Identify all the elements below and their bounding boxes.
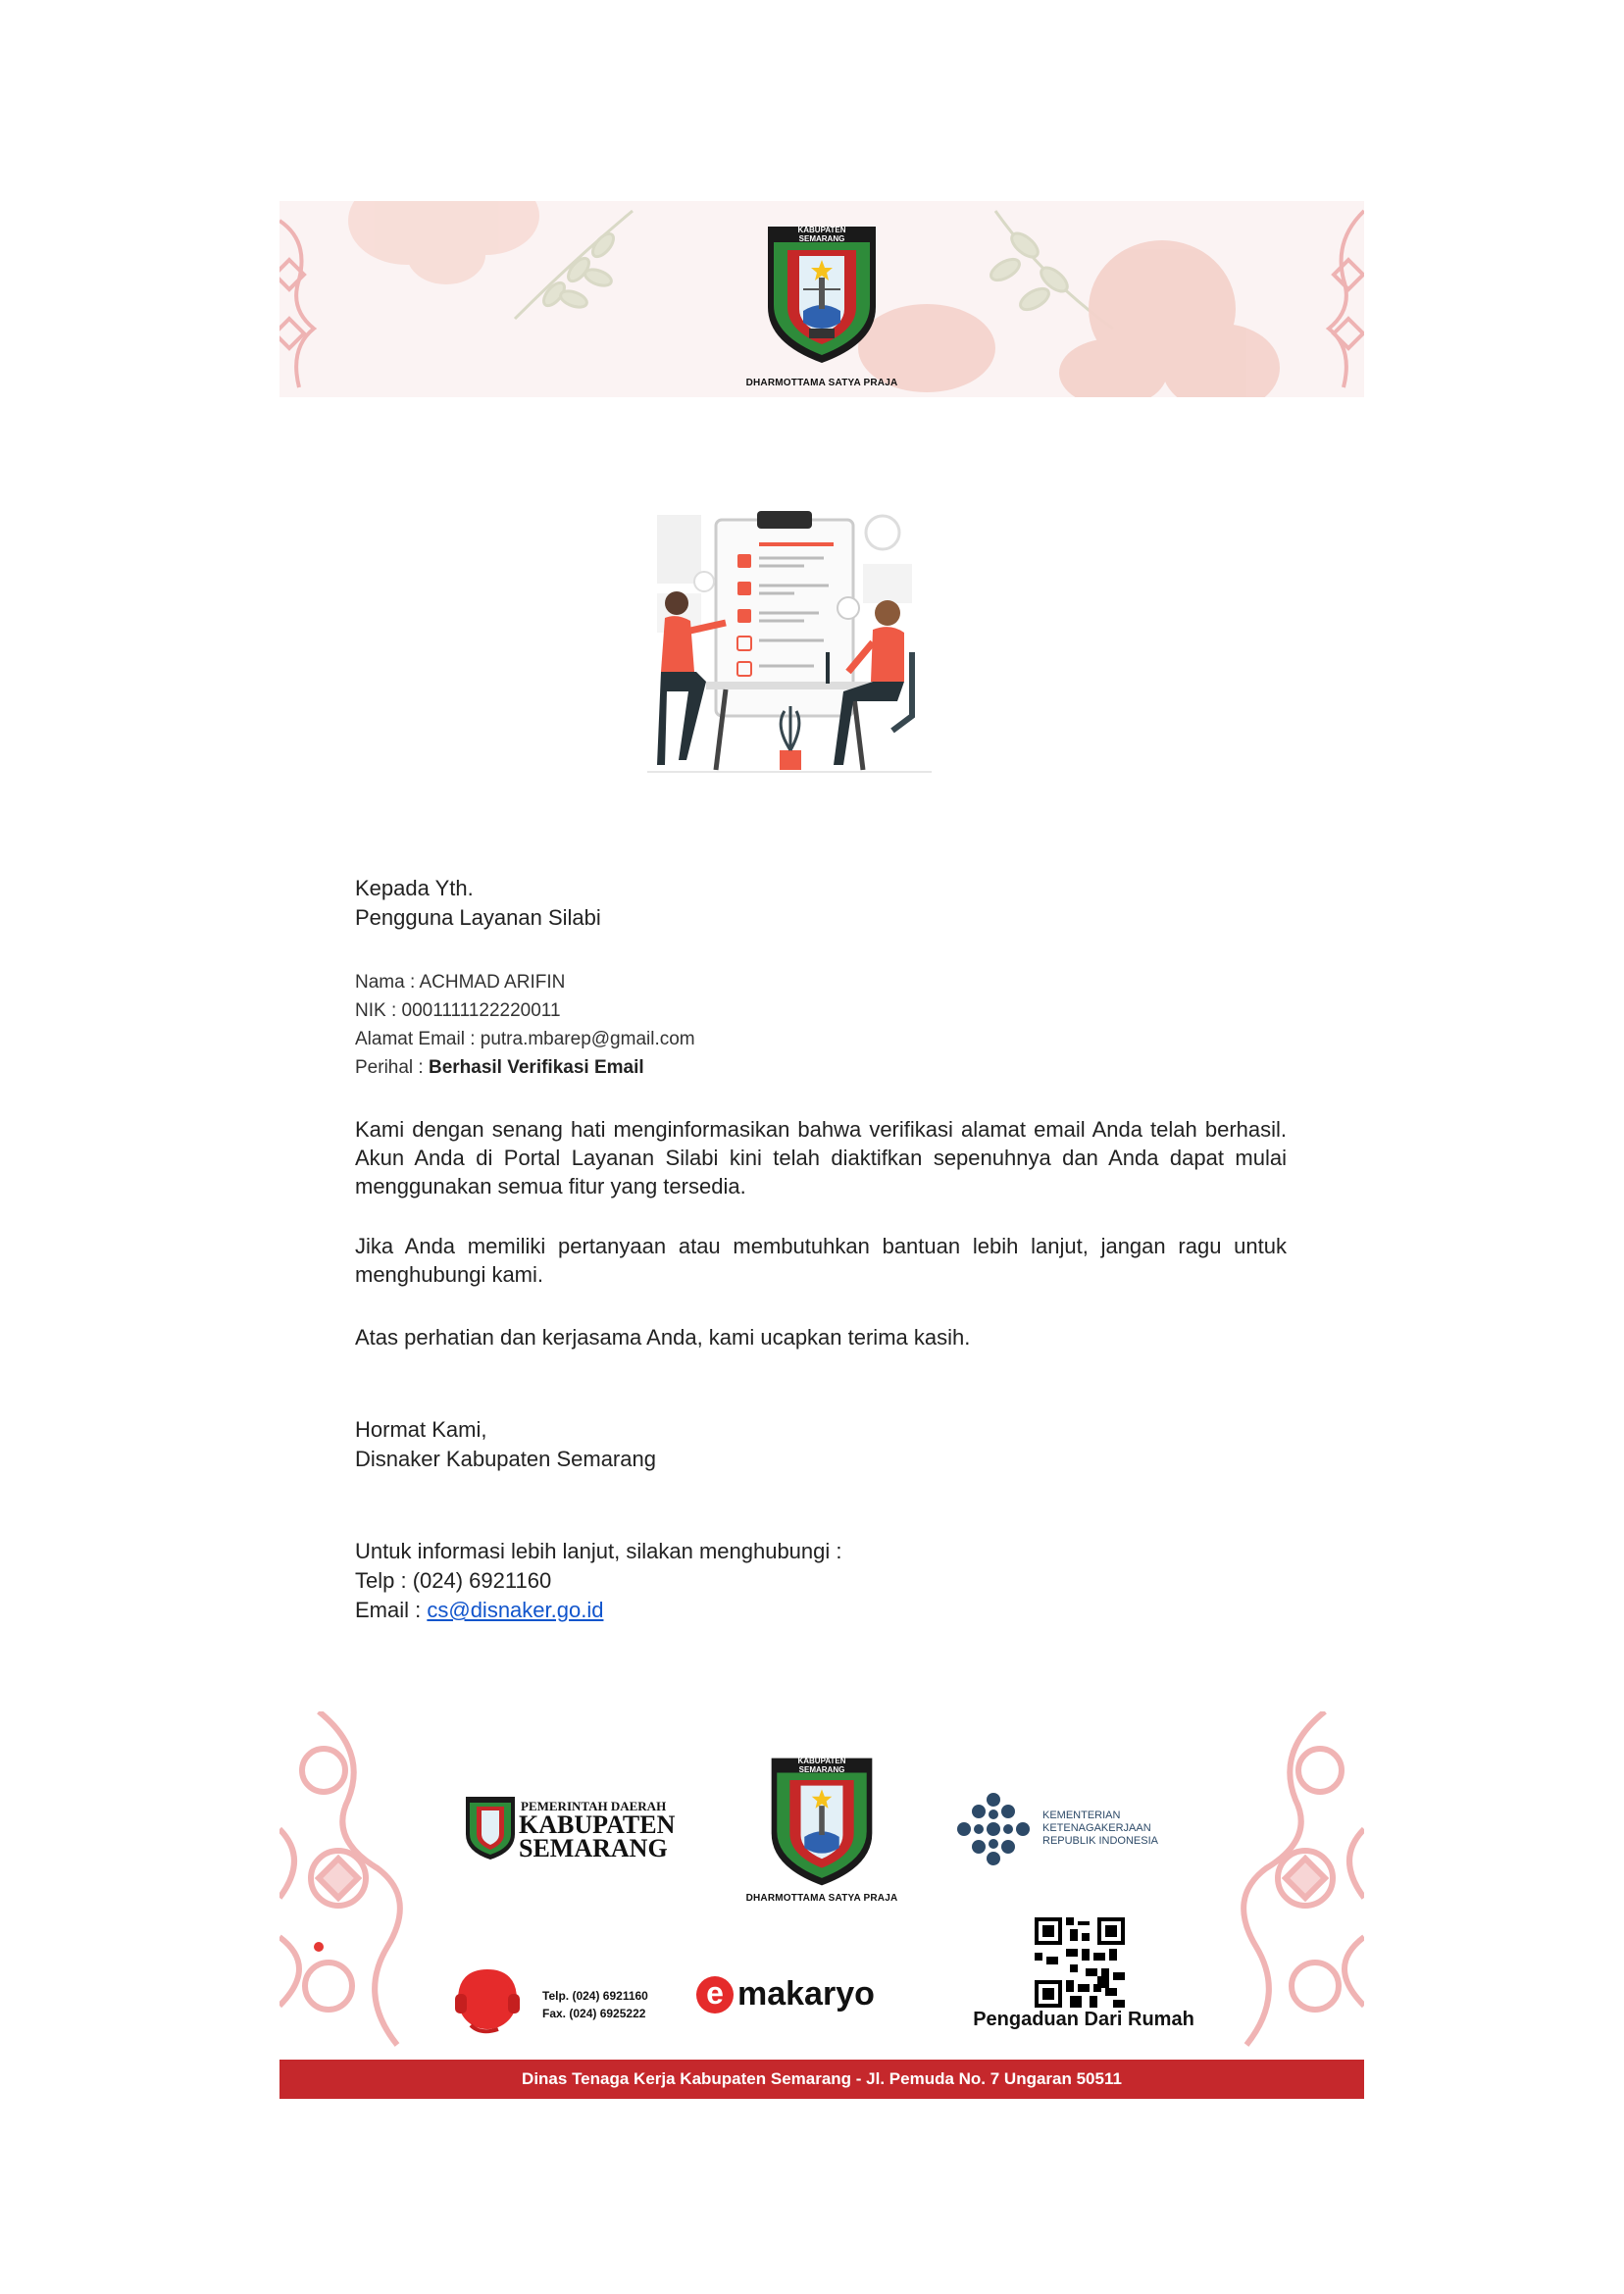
salutation-line-2: Pengguna Layanan Silabi bbox=[355, 905, 601, 930]
perihal-value: Berhasil Verifikasi Email bbox=[428, 1057, 644, 1078]
footer-crest bbox=[745, 1753, 898, 1910]
kemnaker-emblem-icon bbox=[954, 1790, 1033, 1868]
nik-row bbox=[355, 996, 561, 1025]
closing-line-2: Disnaker Kabupaten Semarang bbox=[355, 1447, 656, 1471]
pemda-logo bbox=[462, 1795, 678, 1868]
emakaryo-e: e bbox=[696, 1976, 734, 2014]
nama-value: ACHMAD ARIFIN bbox=[419, 972, 566, 993]
footer-address-bar: Dinas Tenaga Kerja Kabupaten Semarang - Jl. Pemuda No. 7 Ungaran 50511 bbox=[279, 2060, 1364, 2099]
email-label: Alamat Email : bbox=[355, 1029, 481, 1049]
salutation-line-1: Kepada Yth. bbox=[355, 876, 474, 900]
header-banner bbox=[279, 201, 1364, 397]
kabupaten-semarang-crest bbox=[745, 221, 898, 397]
pemda-crest-icon bbox=[462, 1795, 519, 1861]
emakaryo-logo bbox=[696, 1974, 922, 2023]
footer-telp: Telp. (024) 6921160 bbox=[542, 1989, 648, 2003]
perihal-label: Perihal : bbox=[355, 1057, 429, 1078]
contact-email-link[interactable]: cs@disnaker.go.id bbox=[427, 1598, 604, 1622]
nik-label: NIK : bbox=[355, 1000, 402, 1021]
pengaduan-label: Pengaduan Dari Rumah bbox=[973, 2009, 1194, 2030]
nama-label: Nama : bbox=[355, 972, 420, 993]
email-value: putra.mbarep@gmail.com bbox=[480, 1029, 695, 1049]
crest-title: KABUPATEN SEMARANG bbox=[797, 226, 846, 243]
paragraph-thanks: Atas perhatian dan kerjasama Anda, kami ucapkan terima kasih. bbox=[355, 1325, 971, 1350]
footer-banner bbox=[279, 1711, 1364, 2099]
footer-crest-motto: DHARMOTTAMA SATYA PRAJA bbox=[745, 1893, 898, 1904]
nik-value: 0001111122220011 bbox=[401, 1000, 561, 1021]
pemda-line-2: KABUPATEN bbox=[519, 1810, 676, 1839]
contact-email-label: Email : bbox=[355, 1598, 428, 1622]
kemnaker-line-2: KETENAGAKERJAAN bbox=[1042, 1822, 1151, 1834]
contact-telp: Telp : (024) 6921160 bbox=[355, 1568, 552, 1593]
emakaryo-text: makaryo bbox=[737, 1975, 875, 2013]
verification-illustration bbox=[647, 505, 932, 780]
contact-intro: Untuk informasi lebih lanjut, silakan menghubungi : bbox=[355, 1539, 842, 1563]
footer-fax: Fax. (024) 6925222 bbox=[542, 2007, 646, 2020]
kemnaker-line-3: REPUBLIK INDONESIA bbox=[1042, 1835, 1158, 1847]
kemnaker-logo bbox=[954, 1790, 1209, 1868]
contact-email-row bbox=[355, 1596, 603, 1625]
pemda-line-1: PEMERINTAH DAERAH bbox=[521, 1799, 667, 1813]
nama-row bbox=[355, 968, 565, 996]
crest-motto: DHARMOTTAMA SATYA PRAJA bbox=[745, 378, 898, 388]
email-row bbox=[355, 1025, 695, 1053]
pemda-line-3: SEMARANG bbox=[519, 1834, 668, 1862]
headset-icon bbox=[451, 1966, 525, 2037]
kemnaker-line-1: KEMENTERIAN bbox=[1042, 1810, 1121, 1821]
qr-code-icon bbox=[1035, 1917, 1125, 2008]
footer-crest-title: KABUPATEN SEMARANG bbox=[797, 1757, 846, 1774]
perihal-row bbox=[355, 1053, 644, 1082]
paragraph-help: Jika Anda memiliki pertanyaan atau membutuhkan bantuan lebih lanjut, jangan ragu untuk menghubungi kami. bbox=[355, 1234, 1287, 1287]
closing-line-1: Hormat Kami, bbox=[355, 1417, 487, 1442]
paragraph-verification: Kami dengan senang hati menginformasikan bahwa verifikasi alamat email Anda telah berhasil. Akun Anda di Portal Layanan Silabi kini telah diaktifkan sepenuhnya dan Anda dapat mulai menggunakan semua fitur yang tersedia. bbox=[355, 1117, 1287, 1198]
